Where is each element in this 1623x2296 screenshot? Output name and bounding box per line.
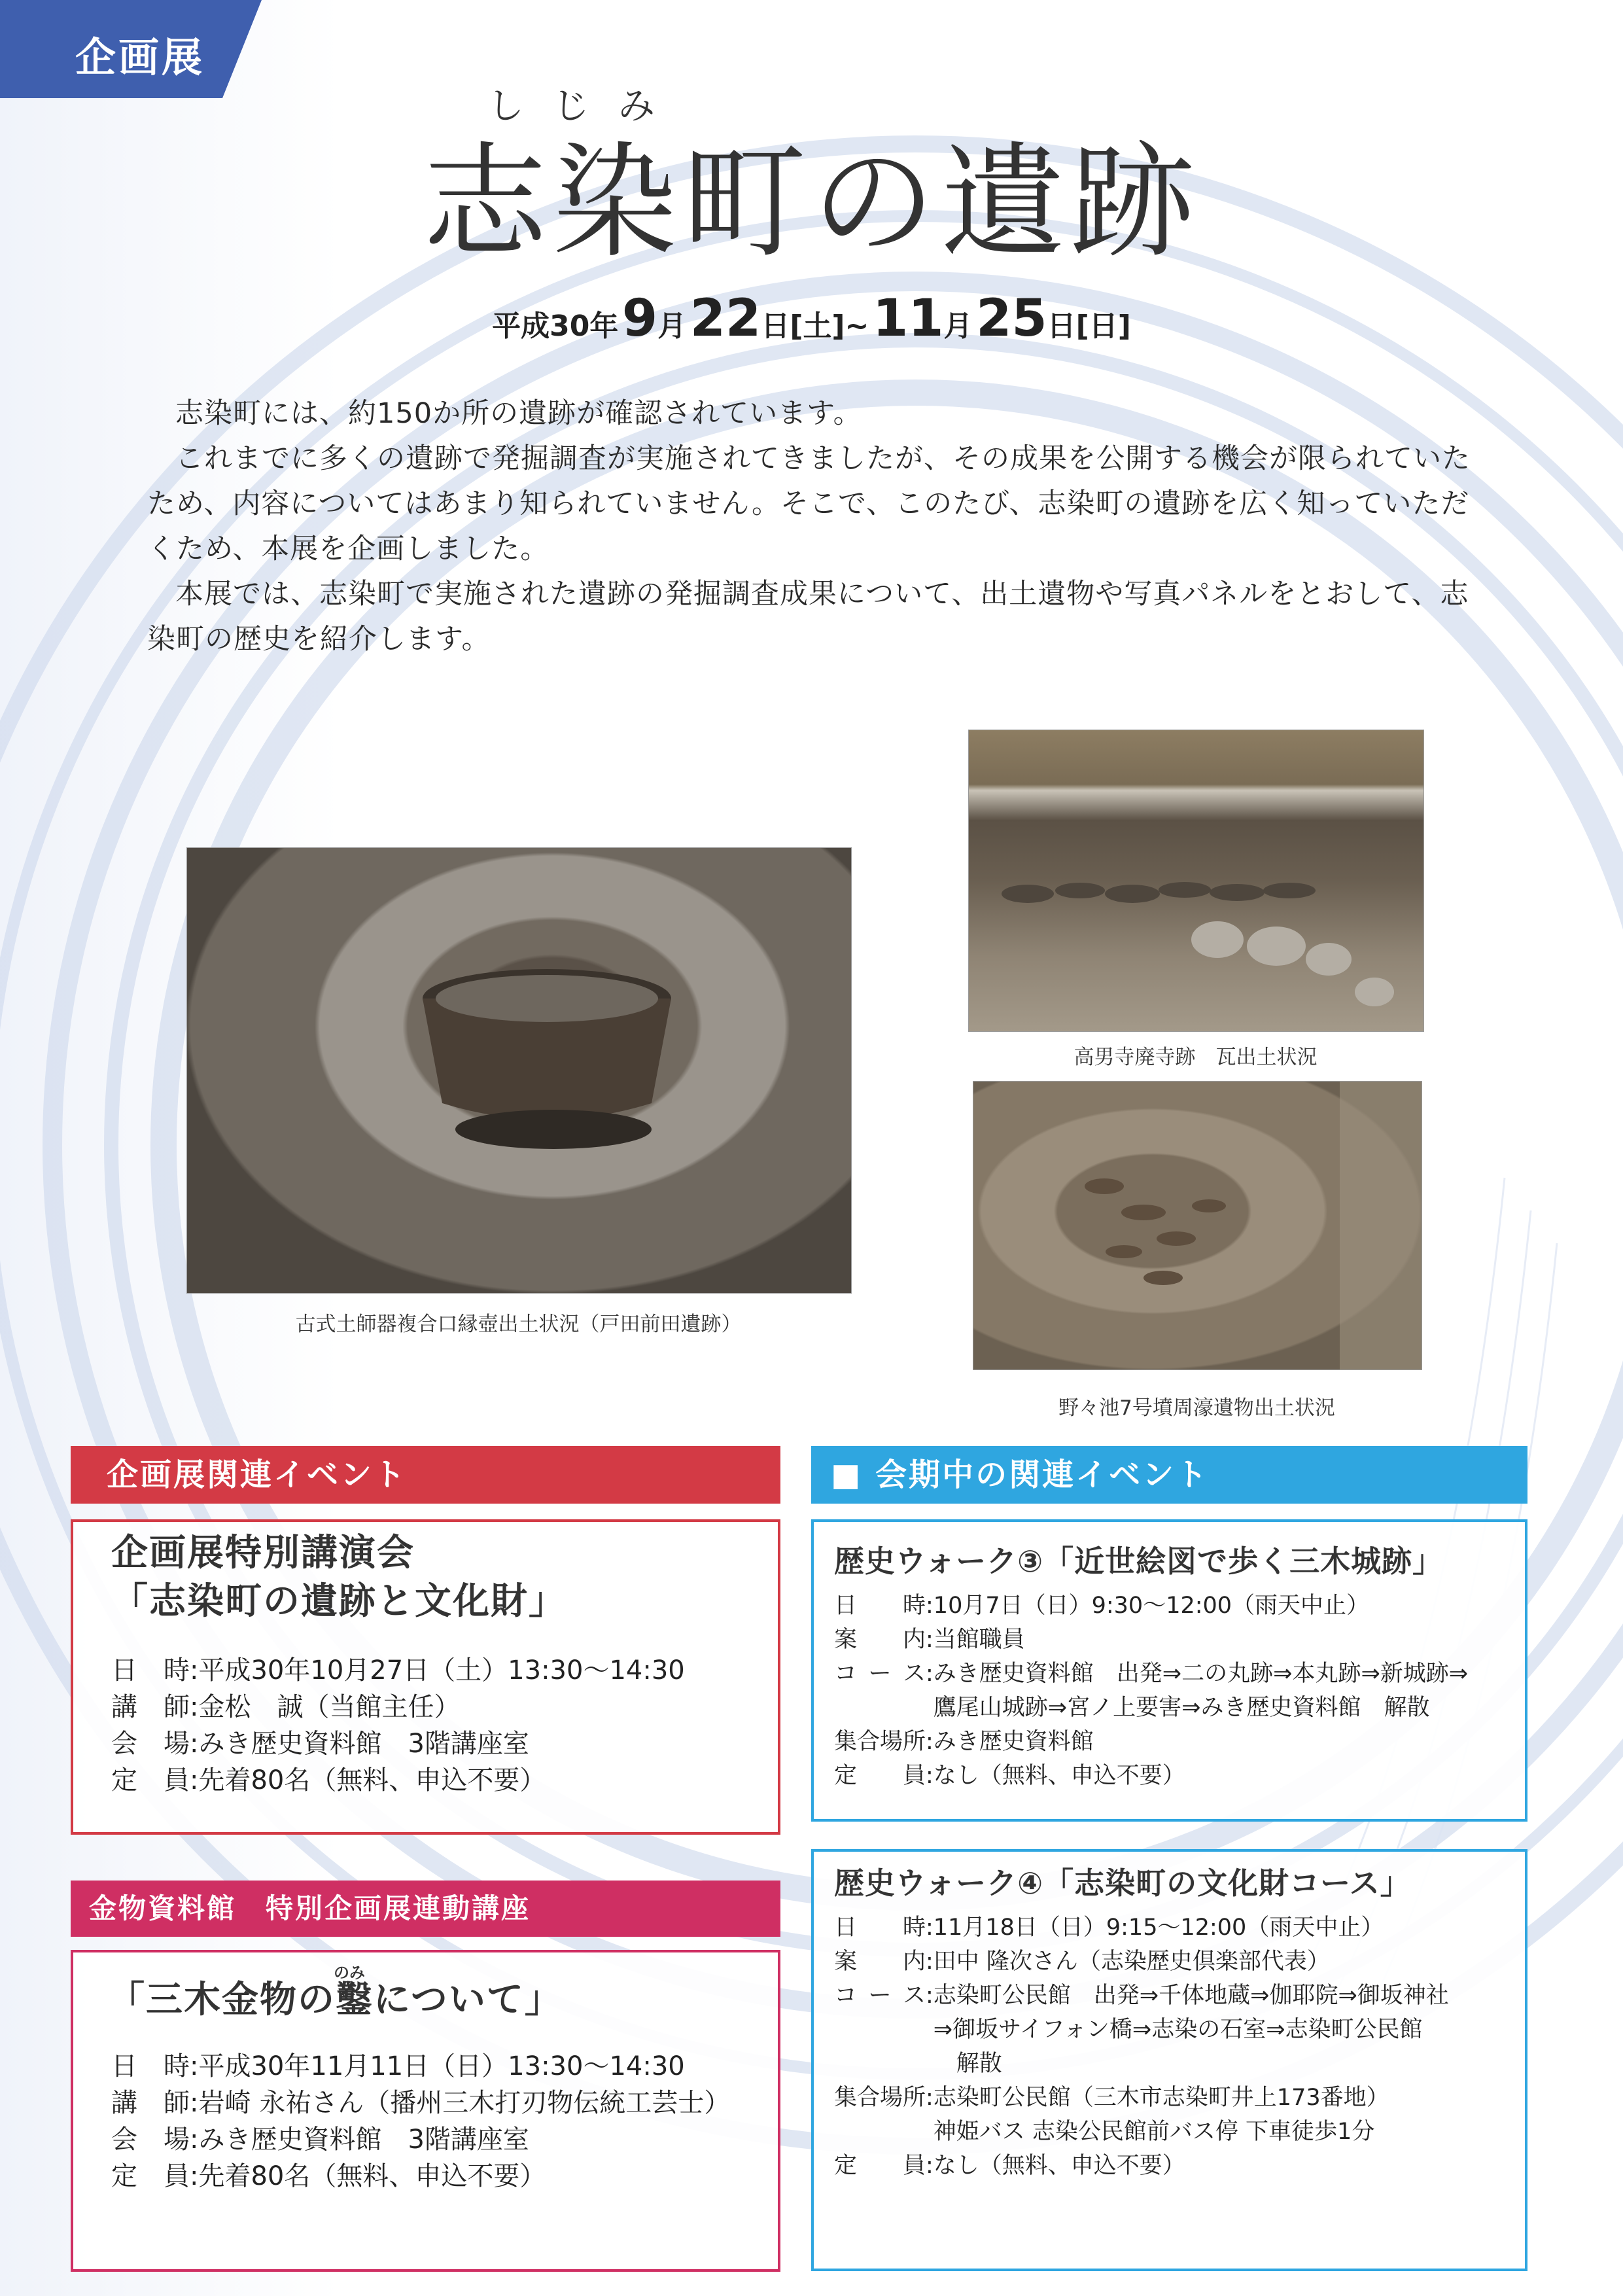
history-walk-3-title: 歴史ウォーク③「近世絵図で歩く三木城跡」 xyxy=(834,1544,1444,1579)
date-separator: ~ xyxy=(845,309,869,343)
detail-label-char: 師 xyxy=(164,2088,190,2118)
detail-label xyxy=(834,1945,926,1979)
colon: : xyxy=(926,1729,934,1755)
detail-label-char: ー xyxy=(868,1983,892,2009)
detail-label-char: 定 xyxy=(834,2153,858,2179)
detail-label xyxy=(111,2158,190,2195)
kanamono-lecture-header: 金物資料館 特別企画展連動講座 xyxy=(71,1881,780,1937)
detail-row xyxy=(834,2149,1518,2183)
detail-label-char: 合 xyxy=(857,1729,881,1755)
detail-label-char: 定 xyxy=(834,1763,858,1789)
detail-value: 平成30年11月11日（日）13:30～14:30 xyxy=(198,2051,685,2081)
detail-label-char: 合 xyxy=(857,2085,881,2111)
detail-label-char: 集 xyxy=(834,2085,858,2111)
detail-row xyxy=(111,1762,765,1799)
detail-label xyxy=(111,1762,190,1799)
detail-row xyxy=(111,1689,765,1725)
nomi-ruby: のみ xyxy=(334,1964,365,1982)
kanamono-lecture-details xyxy=(111,2048,765,2195)
detail-row xyxy=(111,1652,765,1689)
detail-row xyxy=(834,1623,1514,1657)
detail-row xyxy=(834,1725,1514,1759)
detail-label-char: コ xyxy=(834,1661,858,1687)
exhibition-dates xyxy=(0,289,1623,348)
intro-paragraph: 本展では、志染町で実施された遺跡の発掘調査成果について、出土遺物や写真パネルをとおして、志染町の歴史を紹介します。 xyxy=(147,578,1469,656)
detail-row xyxy=(111,2048,765,2085)
detail-label-char: ー xyxy=(868,1661,892,1687)
detail-row xyxy=(834,1759,1514,1793)
colon: : xyxy=(190,1729,199,1759)
detail-label-char: 師 xyxy=(164,1692,190,1722)
kanamono-lecture-title: 「三木金物の鑿について」 xyxy=(108,1979,563,2021)
colon: : xyxy=(190,2051,199,2081)
detail-label-char: 時 xyxy=(902,1593,926,1619)
category-tag-label: 企画展 xyxy=(75,33,205,81)
date-end-weekday: [日] xyxy=(1075,309,1131,343)
detail-label-char: 内 xyxy=(902,1949,926,1975)
detail-label-char: 員 xyxy=(164,1765,190,1795)
detail-value: みき歴史資料館 3階講座室 xyxy=(198,2125,529,2155)
detail-label-char: 日 xyxy=(834,1915,858,1941)
colon: : xyxy=(926,2153,934,2179)
detail-label-char: 時 xyxy=(902,1915,926,1941)
detail-label-char: 講 xyxy=(111,2088,137,2118)
detail-label xyxy=(834,2149,926,2183)
detail-label xyxy=(834,1979,926,2081)
colon: : xyxy=(190,1765,199,1795)
photo-pot-caption: 古式土師器複合口縁壺出土状況（戸田前田遺跡） xyxy=(295,1313,742,1336)
colon: : xyxy=(190,2125,199,2155)
detail-label xyxy=(111,1725,190,1762)
title-ruby: しじみ xyxy=(487,85,684,128)
detail-label xyxy=(834,1725,926,1759)
lecture-title xyxy=(111,1529,567,1626)
photo-roof-caption: 高男寺廃寺跡 瓦出土状況 xyxy=(1073,1046,1318,1069)
colon: : xyxy=(190,2088,199,2118)
pot-illustration xyxy=(187,848,851,1293)
detail-value: 岩崎 永祐さん（播州三木打刃物伝統工芸士） xyxy=(198,2088,731,2118)
detail-label-char: 会 xyxy=(111,2125,137,2155)
detail-label-char: 講 xyxy=(111,1692,137,1722)
date-start-weekday: [土] xyxy=(790,309,845,343)
colon: : xyxy=(926,1915,934,1941)
detail-label-char: ス xyxy=(902,1661,926,1687)
intro-paragraph: 志染町には、約150か所の遺跡が確認されています。 xyxy=(175,397,862,430)
detail-row xyxy=(834,1657,1514,1725)
detail-row xyxy=(834,1979,1518,2081)
detail-label-char: 員 xyxy=(902,2153,926,2179)
detail-label-char: 日 xyxy=(834,1593,858,1619)
intro-paragraph: これまでに多くの遺跡で発掘調査が実施されてきましたが、その成果を公開する機会が限られていたため、内容についてはあまり知られていません。そこで、このたび、志染町の遺跡を広く知っていただくため、本展を企画しました。 xyxy=(147,442,1471,565)
detail-value: みき歴史資料館 出発⇒二の丸跡⇒本丸跡⇒新城跡⇒ 鷹尾山城跡⇒宮ノ上要害⇒みき歴史資料館 解散 xyxy=(933,1661,1469,1721)
colon: : xyxy=(190,1655,199,1686)
detail-value: 志染町公民館 出発⇒千体地蔵⇒伽耶院⇒御坂神社 ⇒御坂サイフォン橋⇒志染の石室⇒志染町公民館 解散 xyxy=(933,1983,1449,2077)
lecture-details xyxy=(111,1652,765,1799)
history-walk-4-details xyxy=(834,1911,1518,2183)
date-start-month: 9 xyxy=(621,289,658,348)
detail-label-char: 集 xyxy=(834,1729,858,1755)
detail-row xyxy=(111,2158,765,2195)
detail-label-char: 会 xyxy=(111,1729,137,1759)
detail-value: 平成30年10月27日（土）13:30～14:30 xyxy=(198,1655,685,1686)
colon: : xyxy=(926,1593,934,1619)
period-events-header: ■ 会期中の関連イベント xyxy=(811,1446,1527,1504)
detail-label-char: 時 xyxy=(164,2051,190,2081)
detail-label-char: 日 xyxy=(111,1655,137,1686)
detail-label-char: 場 xyxy=(164,2125,190,2155)
history-walk-4-title: 歴史ウォーク④「志染町の文化財コース」 xyxy=(834,1865,1411,1901)
detail-value: 金松 誠（当館主任） xyxy=(198,1692,461,1722)
detail-row xyxy=(834,1589,1514,1623)
detail-value: 志染町公民館（三木市志染町井上173番地） 神姫バス 志染公民館前バス停 下車徒歩1分 xyxy=(933,2085,1389,2145)
detail-label-char: 案 xyxy=(834,1949,858,1975)
detail-label-char: 定 xyxy=(111,1765,137,1795)
detail-label xyxy=(111,2085,190,2121)
detail-value: 先着80名（無料、申込不要） xyxy=(198,1765,546,1795)
detail-value: なし（無料、申込不要） xyxy=(933,1763,1185,1789)
detail-row xyxy=(111,1725,765,1762)
detail-value: なし（無料、申込不要） xyxy=(933,2153,1185,2179)
detail-value: みき歴史資料館 3階講座室 xyxy=(198,1729,529,1759)
photo-pot-excavation xyxy=(186,847,852,1294)
detail-label xyxy=(834,1623,926,1657)
photo-moat-artifacts xyxy=(973,1081,1422,1370)
detail-label-char: 内 xyxy=(902,1627,926,1653)
detail-label-char: 定 xyxy=(111,2161,137,2191)
date-era: 平成30年 xyxy=(492,309,619,343)
intro-text xyxy=(147,391,1475,662)
lecture-title-line1: 企画展特別講演会 xyxy=(111,1532,415,1574)
detail-value: みき歴史資料館 xyxy=(933,1729,1094,1755)
detail-label-char: ス xyxy=(902,1983,926,2009)
roof-illustration xyxy=(969,730,1423,1031)
detail-label-char: 場 xyxy=(164,1729,190,1759)
colon: : xyxy=(926,1661,934,1687)
colon: : xyxy=(926,1983,934,2009)
detail-label-char: 場 xyxy=(880,2085,903,2111)
detail-row xyxy=(834,2081,1518,2149)
detail-label-char: 所 xyxy=(903,2085,926,2111)
colon: : xyxy=(926,1949,934,1975)
detail-value: 10月7日（日）9:30～12:00（雨天中止） xyxy=(933,1593,1370,1619)
detail-value: 先着80名（無料、申込不要） xyxy=(198,2161,546,2191)
date-end-day: 25 xyxy=(976,289,1047,348)
detail-label xyxy=(834,1657,926,1725)
detail-label-char: 時 xyxy=(164,1655,190,1686)
colon: : xyxy=(190,1692,199,1722)
detail-label-char: 所 xyxy=(903,1729,926,1755)
page-title: 志染町の遺跡 xyxy=(423,130,1200,275)
detail-label xyxy=(111,2121,190,2158)
detail-label-char: コ xyxy=(834,1983,858,2009)
detail-row xyxy=(834,1911,1518,1945)
date-start-day-unit: 日 xyxy=(761,309,790,343)
detail-label xyxy=(111,2048,190,2085)
detail-label xyxy=(834,2081,926,2149)
detail-label-char: 場 xyxy=(880,1729,903,1755)
detail-row xyxy=(834,1945,1518,1979)
moat-illustration xyxy=(973,1082,1422,1369)
colon: : xyxy=(190,2161,199,2191)
detail-label-char: 員 xyxy=(164,2161,190,2191)
history-walk-3-details xyxy=(834,1589,1514,1793)
detail-label-char: 員 xyxy=(902,1763,926,1789)
lecture-title-line2: 「志染町の遺跡と文化財」 xyxy=(111,1580,567,1623)
photo-roof-tiles xyxy=(968,730,1424,1032)
detail-label xyxy=(834,1759,926,1793)
related-events-header: 企画展関連イベント xyxy=(71,1446,780,1504)
date-end-day-unit: 日 xyxy=(1047,309,1076,343)
detail-value: 11月18日（日）9:15～12:00（雨天中止） xyxy=(933,1915,1384,1941)
photo-moat-caption: 野々池7号墳周濠遺物出土状況 xyxy=(1058,1396,1335,1420)
detail-row xyxy=(111,2121,765,2158)
detail-value: 当館職員 xyxy=(933,1627,1025,1653)
date-start-month-unit: 月 xyxy=(657,309,687,343)
detail-label xyxy=(111,1652,190,1689)
date-start-day: 22 xyxy=(689,289,761,348)
date-end-month: 11 xyxy=(873,289,944,348)
detail-label xyxy=(111,1689,190,1725)
colon: : xyxy=(926,1763,934,1789)
detail-label xyxy=(834,1911,926,1945)
detail-label-char: 案 xyxy=(834,1627,858,1653)
colon: : xyxy=(926,1627,934,1653)
detail-label-char: 日 xyxy=(111,2051,137,2081)
date-end-month-unit: 月 xyxy=(943,309,973,343)
detail-row xyxy=(111,2085,765,2121)
colon: : xyxy=(926,2085,934,2111)
detail-value: 田中 隆次さん（志染歴史倶楽部代表） xyxy=(933,1949,1330,1975)
detail-label xyxy=(834,1589,926,1623)
